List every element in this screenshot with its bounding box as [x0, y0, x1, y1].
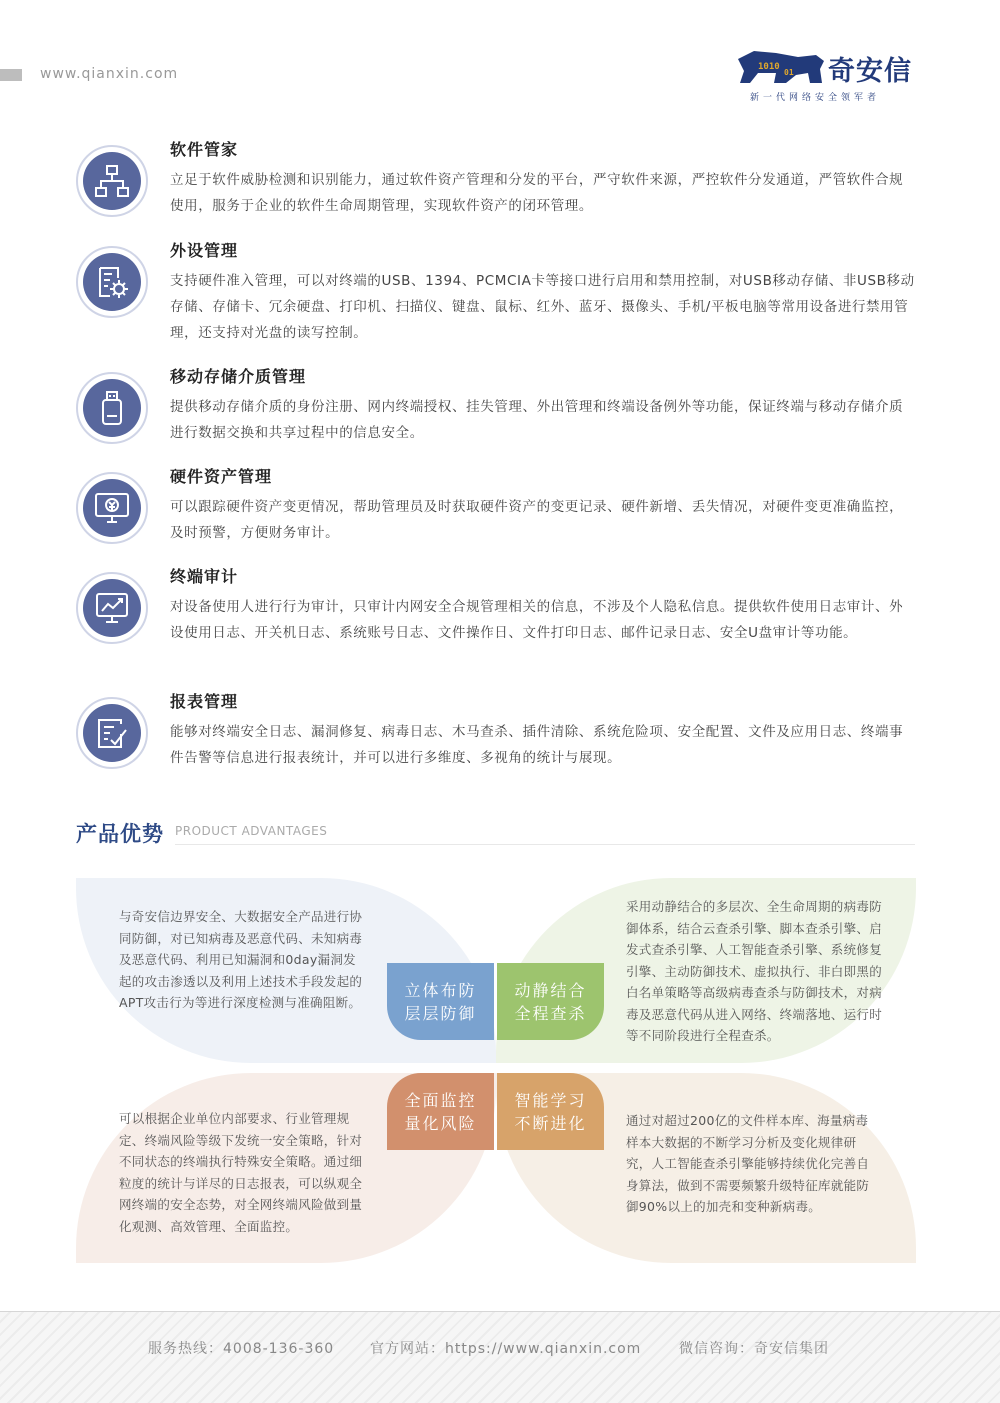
svg-text:1010: 1010: [758, 62, 780, 72]
usb-drive-icon: [97, 390, 127, 426]
advantage-desc: 与奇安信边界安全、大数据安全产品进行协同防御，对已知病毒及恶意代码、未知病毒及恶意代码、利用已知漏洞和0day漏洞发起的攻击渗透以及利用上述技术手段发起的APT攻击行为等进行深度检测与准确阻断。: [119, 909, 363, 1010]
section-subtitle: PRODUCT ADVANTAGES: [175, 824, 328, 838]
label-line: 全面监控: [404, 1090, 477, 1110]
device-settings-icon: [94, 264, 130, 300]
svg-text:01: 01: [784, 68, 794, 77]
advantage-label-defense: [387, 963, 494, 1040]
advantage-label-learning: [497, 1073, 604, 1150]
feature-title: 报表管理: [170, 692, 239, 711]
trend-chart-icon: [94, 591, 130, 625]
section-divider: [175, 844, 915, 845]
advantage-label-scanning: [497, 963, 604, 1040]
feature-desc: 能够对终端安全日志、漏洞修复、病毒日志、木马查杀、插件清除、系统危险项、安全配置、文件及应用日志、终端事件告警等信息进行报表统计，并可以进行多维度、多视角的统计与展现。: [170, 724, 904, 766]
label-line: 全程查杀: [514, 1003, 587, 1023]
feature-title: 外设管理: [170, 241, 239, 260]
lion-mark-icon: [736, 47, 826, 87]
hierarchy-icon: [94, 164, 130, 198]
feature-desc: 提供移动存储介质的身份注册、网内终端授权、挂失管理、外出管理和终端设备例外等功能，保证终端与移动存储介质进行数据交换和共享过程中的信息安全。: [170, 399, 904, 441]
logo-name: 奇安信: [828, 56, 912, 87]
logo-slogan: 新一代网络安全领军者: [750, 93, 881, 103]
feature-title: 软件管家: [170, 140, 239, 159]
header-accent-bar: [0, 69, 22, 81]
advantage-desc: 通过对超过200亿的文件样本库、海量病毒样本大数据的不断学习分析及变化规律研究，人工智能查杀引擎能够持续优化完善自身算法，做到不需要频繁升级特征库就能防御90%以上的加壳和变种新病毒。: [626, 1113, 870, 1214]
advantage-desc: 采用动静结合的多层次、全生命周期的病毒防御体系，结合云查杀引擎、脚本查杀引擎、启发式查杀引擎、人工智能查杀引擎、系统修复引擎、主动防御技术、虚拟执行、非白即黑的白名单策略等高级病毒查杀与防御技术，对病毒及恶意代码从进入网络、终端落地、运行时等不同阶段进行全程查杀。: [626, 899, 883, 1043]
feature-desc: 立足于软件威胁检测和识别能力，通过软件资产管理和分发的平台，严守软件来源，严控软件分发通道，严管软件合规使用，服务于企业的软件生命周期管理，实现软件资产的闭环管理。: [170, 172, 904, 214]
footer-wechat: 微信咨询：奇安信集团: [679, 1341, 829, 1357]
monitor-asset-icon: [93, 491, 131, 525]
feature-title: 移动存储介质管理: [170, 367, 307, 386]
feature-title: 硬件资产管理: [170, 467, 273, 486]
advantage-label-monitoring: [387, 1073, 494, 1150]
qianxin-logo: [736, 47, 926, 107]
label-line: 量化风险: [404, 1113, 477, 1133]
label-line: 不断进化: [514, 1113, 587, 1133]
footer-website[interactable]: 官方网站：https://www.qianxin.com: [370, 1341, 642, 1357]
label-line: 智能学习: [514, 1090, 587, 1110]
label-line: 立体布防: [404, 980, 477, 1000]
label-line: 动静结合: [514, 980, 587, 1000]
advantage-desc: 可以根据企业单位内部要求、行业管理规定、终端风险等级下发统一安全策略，针对不同状态的终端执行特殊安全策略。通过细粒度的统计与详尽的日志报表，可以纵观全网终端的安全态势，对全网终端风险做到量化观测、高效管理、全面监控。: [119, 1111, 363, 1234]
footer-divider: [0, 1311, 1000, 1312]
footer-hotline: 服务热线：4008-136-360: [148, 1341, 335, 1357]
feature-desc: 支持硬件准入管理，可以对终端的USB、1394、PCMCIA卡等接口进行启用和禁用控制，对USB移动存储、非USB移动存储、存储卡、冗余硬盘、打印机、扫描仪、键盘、鼠标、红外、蓝牙、摄像头、手机/平板电脑等常用设备进行禁用管理，还支持对光盘的读写控制。: [170, 273, 915, 341]
site-url: www.qianxin.com: [40, 66, 179, 82]
feature-title: 终端审计: [170, 567, 239, 586]
section-title: 产品优势: [76, 822, 164, 846]
feature-desc: 对设备使用人进行行为审计，只审计内网安全合规管理相关的信息，不涉及个人隐私信息。提供软件使用日志审计、外设使用日志、开关机日志、系统账号日志、文件操作日、文件打印日志、邮件记录日志、安全U盘审计等功能。: [170, 599, 904, 641]
report-checklist-icon: [95, 716, 129, 750]
label-line: 层层防御: [404, 1003, 477, 1023]
feature-desc: 可以跟踪硬件资产变更情况，帮助管理员及时获取硬件资产的变更记录、硬件新增、丢失情况，对硬件变更准确监控，及时预警，方便财务审计。: [170, 499, 904, 541]
